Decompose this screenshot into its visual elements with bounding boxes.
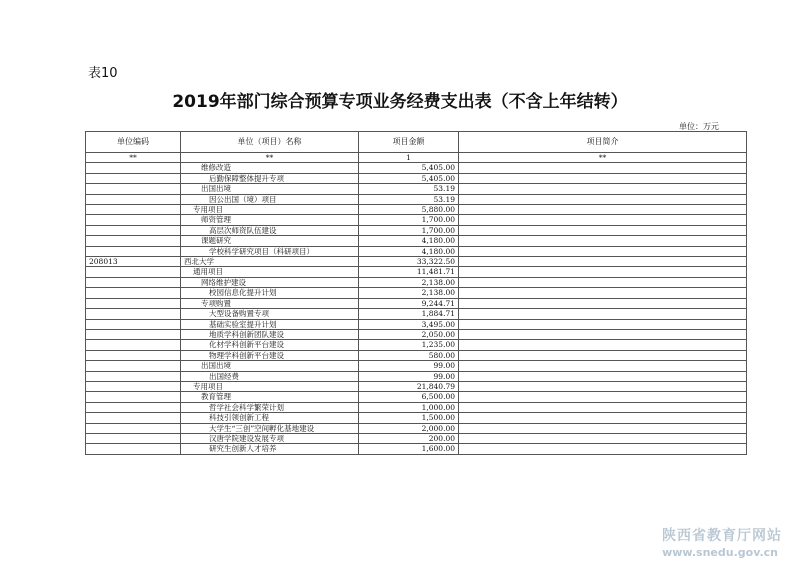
unit-name-cell: 学校科学研究项目（科研项目） — [181, 246, 359, 256]
table-row — [86, 433, 747, 443]
unit-name-cell: 化材学科创新平台建设 — [181, 340, 359, 350]
amount-cell: 580.00 — [359, 350, 459, 360]
unit-code-cell — [86, 392, 181, 402]
amount-cell: 1,600.00 — [359, 444, 459, 454]
unit-code-cell — [86, 225, 181, 235]
table-row — [86, 173, 747, 183]
amount-cell: 99.00 — [359, 371, 459, 381]
amount-cell: 53.19 — [359, 194, 459, 204]
description-cell — [459, 163, 747, 173]
table-row — [86, 402, 747, 412]
table-row — [86, 423, 747, 433]
amount-cell: 6,500.00 — [359, 392, 459, 402]
amount-cell: 5,405.00 — [359, 173, 459, 183]
description-cell — [459, 329, 747, 339]
table-header-row — [86, 132, 747, 153]
table-row — [86, 392, 747, 402]
header-unit-code: 单位编码 — [86, 132, 181, 153]
unit-name-cell: 出国出境 — [181, 361, 359, 371]
description-cell — [459, 267, 747, 277]
amount-cell: 1,700.00 — [359, 215, 459, 225]
unit-name-cell: 研究生创新人才培养 — [181, 444, 359, 454]
table-row — [86, 184, 747, 194]
table-row — [86, 194, 747, 204]
unit-code-cell — [86, 173, 181, 183]
description-cell — [459, 413, 747, 423]
unit-name-cell: 高层次师资队伍建设 — [181, 225, 359, 235]
description-cell — [459, 277, 747, 287]
unit-code-cell — [86, 277, 181, 287]
description-cell — [459, 173, 747, 183]
watermark-url: www.snedu.gov.cn — [662, 546, 778, 559]
table-label: 表10 — [88, 66, 118, 81]
unit-name-cell: 出国出境 — [181, 184, 359, 194]
description-cell — [459, 371, 747, 381]
amount-cell: 5,405.00 — [359, 163, 459, 173]
unit-name-cell: 师资管理 — [181, 215, 359, 225]
amount-cell: 1,000.00 — [359, 402, 459, 412]
unit-code-cell — [86, 350, 181, 360]
table-row — [86, 444, 747, 454]
table-row — [86, 309, 747, 319]
amount-cell: 3,495.00 — [359, 319, 459, 329]
unit-code-cell — [86, 319, 181, 329]
header-description: 项目简介 — [459, 132, 747, 153]
amount-cell: 1,884.71 — [359, 309, 459, 319]
description-cell — [459, 225, 747, 235]
amount-cell: 2,138.00 — [359, 277, 459, 287]
amount-cell: 9,244.71 — [359, 298, 459, 308]
marker-cell: ** — [459, 153, 747, 163]
unit-code-cell — [86, 340, 181, 350]
unit-label: 单位：万元 — [679, 122, 719, 131]
unit-code-cell — [86, 215, 181, 225]
table-row — [86, 298, 747, 308]
unit-name-cell: 教育管理 — [181, 392, 359, 402]
amount-cell: 4,180.00 — [359, 246, 459, 256]
amount-cell: 11,481.71 — [359, 267, 459, 277]
unit-name-cell: 地质学科创新团队建设 — [181, 329, 359, 339]
table-row — [86, 257, 747, 267]
description-cell — [459, 205, 747, 215]
unit-name-cell: 网络维护建设 — [181, 277, 359, 287]
unit-code-cell — [86, 246, 181, 256]
description-cell — [459, 309, 747, 319]
table-row — [86, 267, 747, 277]
description-cell — [459, 423, 747, 433]
unit-code-cell — [86, 194, 181, 204]
description-cell — [459, 444, 747, 454]
description-cell — [459, 433, 747, 443]
marker-row — [86, 153, 747, 163]
unit-code-cell — [86, 361, 181, 371]
amount-cell: 53.19 — [359, 184, 459, 194]
unit-code-cell — [86, 423, 181, 433]
table-row — [86, 205, 747, 215]
unit-code-cell — [86, 371, 181, 381]
amount-cell: 21,840.79 — [359, 381, 459, 391]
unit-name-cell: 校园信息化提升计划 — [181, 288, 359, 298]
unit-code-cell — [86, 184, 181, 194]
marker-cell: ** — [181, 153, 359, 163]
amount-cell: 1,235.00 — [359, 340, 459, 350]
budget-table — [85, 131, 747, 455]
unit-name-cell: 通用项目 — [181, 267, 359, 277]
table-row — [86, 236, 747, 246]
unit-name-cell: 大学生“三创”空间孵化基地建设 — [181, 423, 359, 433]
description-cell — [459, 194, 747, 204]
unit-code-cell — [86, 309, 181, 319]
table-row — [86, 163, 747, 173]
marker-cell: ** — [86, 153, 181, 163]
unit-code-cell — [86, 433, 181, 443]
description-cell — [459, 319, 747, 329]
unit-name-cell: 出国经费 — [181, 371, 359, 381]
table-row — [86, 319, 747, 329]
unit-code-cell — [86, 267, 181, 277]
table-row — [86, 288, 747, 298]
header-unit-name: 单位（项目）名称 — [181, 132, 359, 153]
amount-cell: 2,050.00 — [359, 329, 459, 339]
description-cell — [459, 402, 747, 412]
unit-name-cell: 汉唐学院建设发展专项 — [181, 433, 359, 443]
unit-name-cell: 后勤保障整体提升专项 — [181, 173, 359, 183]
amount-cell: 99.00 — [359, 361, 459, 371]
table-row — [86, 350, 747, 360]
page-title: 2019年部门综合预算专项业务经费支出表（不含上年结转） — [172, 92, 628, 112]
unit-name-cell: 科技引领创新工程 — [181, 413, 359, 423]
description-cell — [459, 288, 747, 298]
unit-code-cell: 208013 — [86, 257, 181, 267]
description-cell — [459, 392, 747, 402]
table-row — [86, 413, 747, 423]
unit-code-cell — [86, 329, 181, 339]
amount-cell: 2,000.00 — [359, 423, 459, 433]
unit-name-cell: 哲学社会科学繁荣计划 — [181, 402, 359, 412]
marker-cell: 1 — [359, 153, 459, 163]
unit-code-cell — [86, 163, 181, 173]
description-cell — [459, 381, 747, 391]
unit-code-cell — [86, 402, 181, 412]
description-cell — [459, 340, 747, 350]
amount-cell: 33,322.50 — [359, 257, 459, 267]
header-amount: 项目金额 — [359, 132, 459, 153]
table-row — [86, 340, 747, 350]
description-cell — [459, 215, 747, 225]
table-row — [86, 361, 747, 371]
unit-code-cell — [86, 381, 181, 391]
unit-name-cell: 专用项目 — [181, 205, 359, 215]
unit-name-cell: 维修改造 — [181, 163, 359, 173]
unit-code-cell — [86, 413, 181, 423]
unit-code-cell — [86, 236, 181, 246]
unit-name-cell: 专用项目 — [181, 381, 359, 391]
description-cell — [459, 350, 747, 360]
amount-cell: 1,700.00 — [359, 225, 459, 235]
description-cell — [459, 361, 747, 371]
unit-name-cell: 基础实验室提升计划 — [181, 319, 359, 329]
table-row — [86, 246, 747, 256]
description-cell — [459, 298, 747, 308]
table-row — [86, 225, 747, 235]
table-row — [86, 215, 747, 225]
unit-name-cell: 因公出国（境）项目 — [181, 194, 359, 204]
amount-cell: 5,880.00 — [359, 205, 459, 215]
unit-name-cell: 课题研究 — [181, 236, 359, 246]
unit-code-cell — [86, 205, 181, 215]
amount-cell: 200.00 — [359, 433, 459, 443]
description-cell — [459, 236, 747, 246]
table-row — [86, 277, 747, 287]
amount-cell: 4,180.00 — [359, 236, 459, 246]
unit-name-cell: 大型设备购置专项 — [181, 309, 359, 319]
description-cell — [459, 246, 747, 256]
unit-code-cell — [86, 444, 181, 454]
amount-cell: 1,500.00 — [359, 413, 459, 423]
table-row — [86, 381, 747, 391]
unit-code-cell — [86, 298, 181, 308]
table-row — [86, 371, 747, 381]
unit-name-cell: 专项购置 — [181, 298, 359, 308]
unit-name-cell: 西北大学 — [181, 257, 359, 267]
unit-name-cell: 物理学科创新平台建设 — [181, 350, 359, 360]
description-cell — [459, 184, 747, 194]
amount-cell: 2,138.00 — [359, 288, 459, 298]
watermark-site-name: 陕西省教育厅网站 — [662, 528, 782, 544]
unit-code-cell — [86, 288, 181, 298]
table-row — [86, 329, 747, 339]
description-cell — [459, 257, 747, 267]
